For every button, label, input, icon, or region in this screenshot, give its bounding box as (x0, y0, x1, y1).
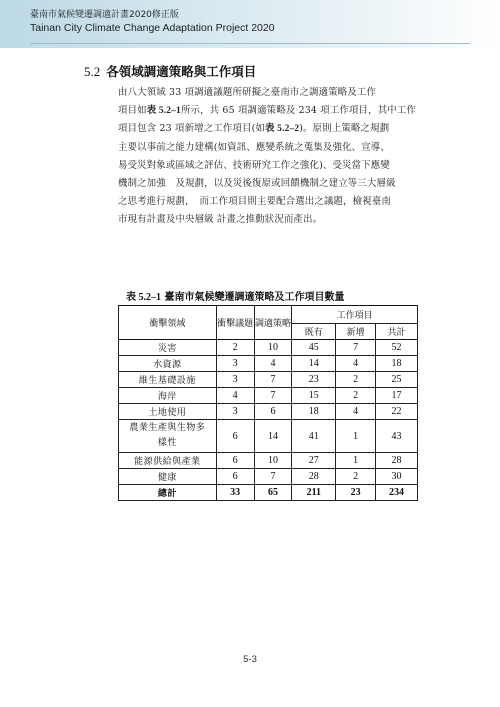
cell-existing: 211 (292, 485, 336, 501)
cell-total: 28 (376, 453, 418, 469)
adaptation-table (118, 305, 418, 501)
cell-issues: 33 (216, 485, 254, 501)
table-row (119, 388, 418, 404)
cell-strategies: 14 (254, 420, 292, 453)
cell-strategies: 7 (254, 469, 292, 485)
cell-domain: 健康 (119, 469, 217, 485)
cell-new: 2 (336, 469, 376, 485)
cell-domain: 總計 (119, 485, 217, 501)
header-issues: 衝擊議題 (216, 306, 254, 340)
cell-issues: 6 (216, 453, 254, 469)
cell-strategies: 7 (254, 388, 292, 404)
header-strategies: 調適策略 (254, 306, 292, 340)
cell-total: 234 (376, 485, 418, 501)
table-row (119, 340, 418, 356)
paragraph-line: 機制之加強 及規劃，以及災後復原或回饋機制之建立等三大層級 (118, 178, 396, 190)
cell-existing: 23 (292, 372, 336, 388)
body-paragraph (118, 84, 418, 230)
table-total-row (119, 485, 418, 501)
cell-strategies: 10 (254, 340, 292, 356)
header-total: 共計 (376, 324, 418, 340)
section-title: 各領域調適策略與工作項目 (106, 64, 257, 79)
cell-total: 25 (376, 372, 418, 388)
table-row (119, 469, 418, 485)
cell-existing: 14 (292, 356, 336, 372)
cell-new: 4 (336, 356, 376, 372)
cell-existing: 18 (292, 404, 336, 420)
header-new: 新增 (336, 324, 376, 340)
cell-existing: 27 (292, 453, 336, 469)
table-row (119, 372, 418, 388)
table-caption-number: 表 5.2–1 (126, 292, 161, 303)
cell-total: 22 (376, 404, 418, 420)
header-title-en: Tainan City Climate Change Adaptation Project 2020 (30, 22, 275, 34)
cell-issues: 2 (216, 340, 254, 356)
cell-total: 18 (376, 356, 418, 372)
table-row (119, 356, 418, 372)
cell-domain: 農業生產與生物多樣性 (119, 420, 217, 453)
cell-domain: 水資源 (119, 356, 217, 372)
header-title-zh: 臺南市氣候變遷調適計畫2020修正版 (30, 10, 179, 20)
paragraph-text: )。原則上策略之規劃 (299, 123, 390, 135)
paragraph-text: 項目如 (118, 105, 147, 117)
cell-new: 7 (336, 340, 376, 356)
cell-domain: 維生基礎設施 (119, 372, 217, 388)
paragraph-line: 主要以事前之能力建構(如資訊、應變系統之蒐集及強化、宣導、 (118, 141, 390, 153)
paragraph-line (118, 120, 418, 138)
paragraph-text: 所示，共 65 項調適策略及 234 項工作項目，其中工作 (180, 105, 416, 117)
cell-total: 30 (376, 469, 418, 485)
cell-total: 52 (376, 340, 418, 356)
cell-existing: 28 (292, 469, 336, 485)
cell-strategies: 65 (254, 485, 292, 501)
cell-strategies: 6 (254, 404, 292, 420)
paragraph-line: 之思考進行規劃， 而工作項目則主要配合選出之議題，檢視臺南 (118, 196, 391, 208)
table-row (119, 420, 418, 453)
header-domain: 衝擊領域 (119, 306, 217, 340)
cell-issues: 4 (216, 388, 254, 404)
paragraph-line: 市現有計畫及中央層級 計畫之推動狀況而產出。 (118, 214, 323, 226)
cell-domain: 海岸 (119, 388, 217, 404)
cell-new: 4 (336, 404, 376, 420)
cell-issues: 3 (216, 404, 254, 420)
cell-domain: 能源供給與產業 (119, 453, 217, 469)
cell-issues: 3 (216, 372, 254, 388)
paragraph-line (118, 102, 418, 120)
cell-issues: 6 (216, 469, 254, 485)
cell-new: 2 (336, 388, 376, 404)
cell-existing: 15 (292, 388, 336, 404)
paragraph-text: 項目包含 23 項新增之工作項目(如 (118, 123, 266, 135)
cell-new: 23 (336, 485, 376, 501)
table-caption-text: 臺南市氣候變遷調適策略及工作項目數量 (161, 292, 345, 303)
table-reference[interactable]: 表 5.2–2 (265, 124, 300, 135)
cell-strategies: 4 (254, 356, 292, 372)
section-number: 5.2 (84, 64, 101, 79)
header-work-items: 工作項目 (292, 306, 418, 324)
cell-existing: 45 (292, 340, 336, 356)
cell-new: 1 (336, 420, 376, 453)
cell-domain: 土地使用 (119, 404, 217, 420)
page-number: 5-3 (243, 654, 257, 665)
header-divider (30, 43, 470, 44)
table-reference[interactable]: 表 5.2–1 (146, 106, 181, 117)
table-caption (126, 288, 344, 303)
cell-issues: 3 (216, 356, 254, 372)
header-existing: 既有 (292, 324, 336, 340)
cell-strategies: 10 (254, 453, 292, 469)
cell-new: 2 (336, 372, 376, 388)
cell-issues: 6 (216, 420, 254, 453)
cell-total: 43 (376, 420, 418, 453)
table-row (119, 404, 418, 420)
section-heading (84, 62, 256, 80)
table-row (119, 453, 418, 469)
paragraph-line: 由八大領域 33 項調適議題所研擬之臺南市之調適策略及工作 (118, 87, 377, 98)
cell-total: 17 (376, 388, 418, 404)
cell-existing: 41 (292, 420, 336, 453)
paragraph-line: 易受災對象或區域之評估、技術研究工作之強化)、受災當下應變 (118, 159, 390, 171)
cell-domain: 災害 (119, 340, 217, 356)
cell-new: 1 (336, 453, 376, 469)
cell-strategies: 7 (254, 372, 292, 388)
